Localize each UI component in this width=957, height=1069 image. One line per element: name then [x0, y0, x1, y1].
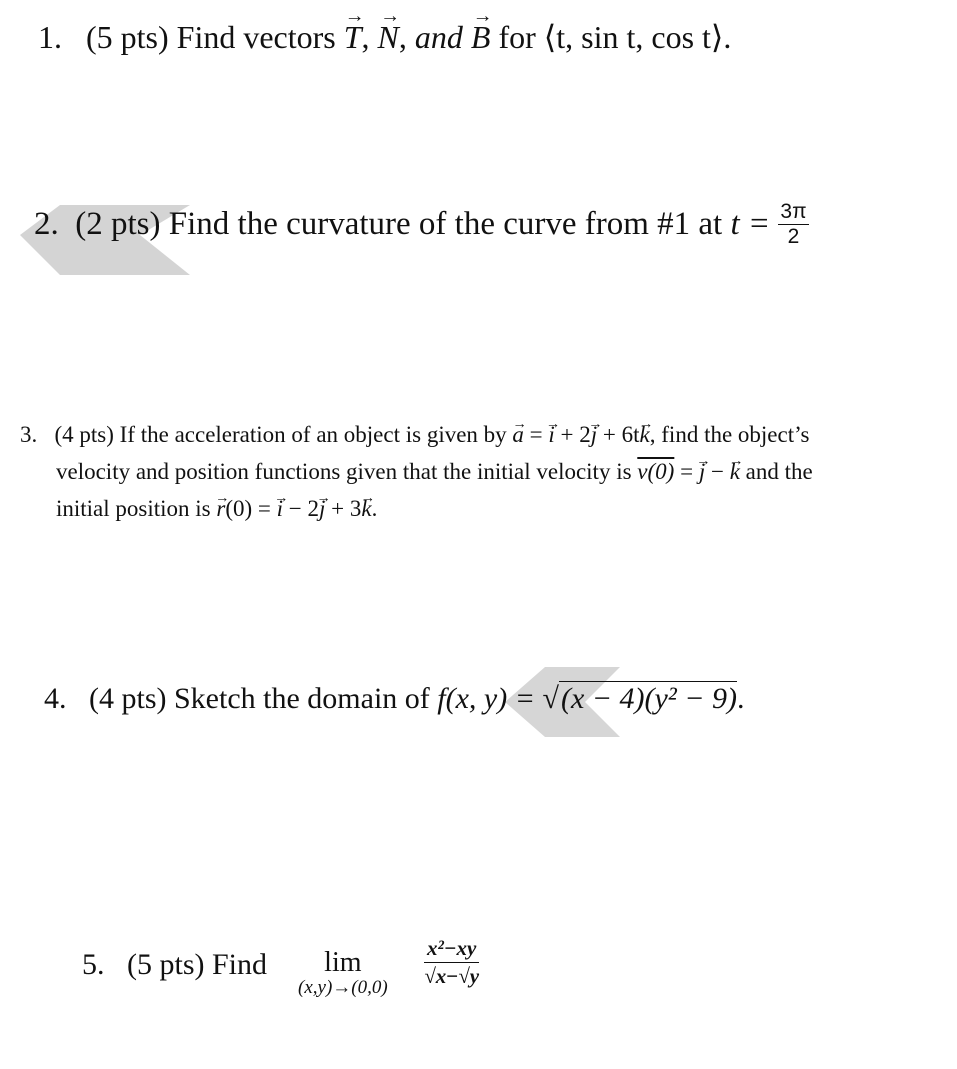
q4-text: Sketch the domain of — [174, 682, 430, 715]
question-5 — [82, 948, 267, 982]
q5-den-sqrt-x: √x — [424, 964, 447, 988]
q5-den-minus: − — [446, 964, 459, 988]
q3-minus: − — [705, 459, 730, 484]
vector-i-3: i → — [277, 490, 283, 527]
q5-den-sqrt-y: √y — [458, 964, 480, 988]
vector-j-1: j → — [591, 416, 597, 453]
q3-plus-6t: + 6t — [597, 422, 640, 447]
vector-N: N → — [378, 19, 399, 56]
question-1 — [38, 18, 731, 56]
q1-points: (5 pts) — [86, 19, 169, 55]
vector-B: B → — [471, 19, 491, 56]
vector-j-3: j → — [319, 490, 325, 527]
q3-eq: = — [529, 422, 549, 447]
q2-points: (2 pts) — [75, 206, 161, 243]
q4-points: (4 pts) — [89, 682, 167, 715]
q3-line-2 — [20, 453, 813, 490]
q3-plus-2: + 2 — [554, 422, 591, 447]
q3-line2-c: and the — [739, 459, 813, 484]
q3-line3-a: initial position is — [56, 496, 211, 521]
vector-k-1: k → — [640, 416, 650, 453]
vector-a: a → — [512, 416, 524, 453]
vector-T: T → — [344, 19, 362, 56]
q5-text: Find — [212, 948, 268, 981]
q5-limit — [298, 948, 388, 998]
q2-text: Find the curvature of the curve from #1 at — [168, 206, 723, 243]
q3-plus-3: + 3 — [325, 496, 362, 521]
q4-sqrt: √ — [542, 682, 559, 715]
vector-k-3: k → — [361, 490, 371, 527]
q2-fraction-denominator: 2 — [787, 225, 800, 249]
q5-numerator: x²−xy — [424, 934, 479, 963]
q1-comma-1: , — [361, 19, 370, 55]
q3-line-3 — [20, 490, 813, 527]
q4-number: 4. — [44, 682, 67, 715]
q5-lim-subscript: (x,y)→(0,0) — [298, 977, 388, 998]
q1-and: and — [414, 19, 463, 55]
q4-function: f(x, y) = — [437, 682, 535, 715]
q3-period: . — [371, 496, 378, 521]
vector-i-1: i → — [548, 416, 554, 453]
question-4 — [44, 682, 745, 716]
q3-eq-2: = — [674, 459, 699, 484]
question-3 — [20, 416, 813, 527]
q5-fraction — [424, 934, 479, 989]
q3-number: 3. — [20, 422, 38, 447]
q3-line2-a: velocity and position functions given that the initial velocity is — [56, 459, 632, 484]
question-2 — [34, 200, 809, 249]
q1-text-a: Find vectors — [176, 19, 336, 55]
vector-k-2: k → — [730, 453, 740, 490]
vector-r: r → — [216, 490, 225, 527]
q2-number: 2. — [34, 206, 59, 243]
q4-radicand: (x − 4)(y² − 9) — [560, 682, 738, 715]
q2-fraction-numerator: 3π — [778, 200, 808, 225]
q5-number: 5. — [82, 948, 105, 981]
q5-lim: lim — [324, 947, 362, 978]
q3-minus-2: − 2 — [283, 496, 319, 521]
q5-points: (5 pts) — [127, 948, 205, 981]
vector-j-2: j → — [699, 453, 705, 490]
q2-fraction — [778, 200, 808, 249]
q3-line-1 — [20, 416, 813, 453]
q2-equation: t = — [730, 206, 771, 243]
q3-line1-c: , find the object’s — [649, 422, 810, 447]
q1-number: 1. — [38, 19, 62, 55]
q1-comma-2: , — [398, 19, 407, 55]
q3-line1-a: (4 pts) If the acceleration of an object is given by — [54, 422, 507, 447]
q5-denominator — [424, 963, 479, 989]
q4-period: . — [737, 682, 745, 715]
vector-v0: v(0) — [637, 459, 675, 484]
q3-r-zero: (0) = — [225, 496, 277, 521]
q1-text-b: for ⟨t, sin t, cos t⟩. — [498, 19, 732, 55]
